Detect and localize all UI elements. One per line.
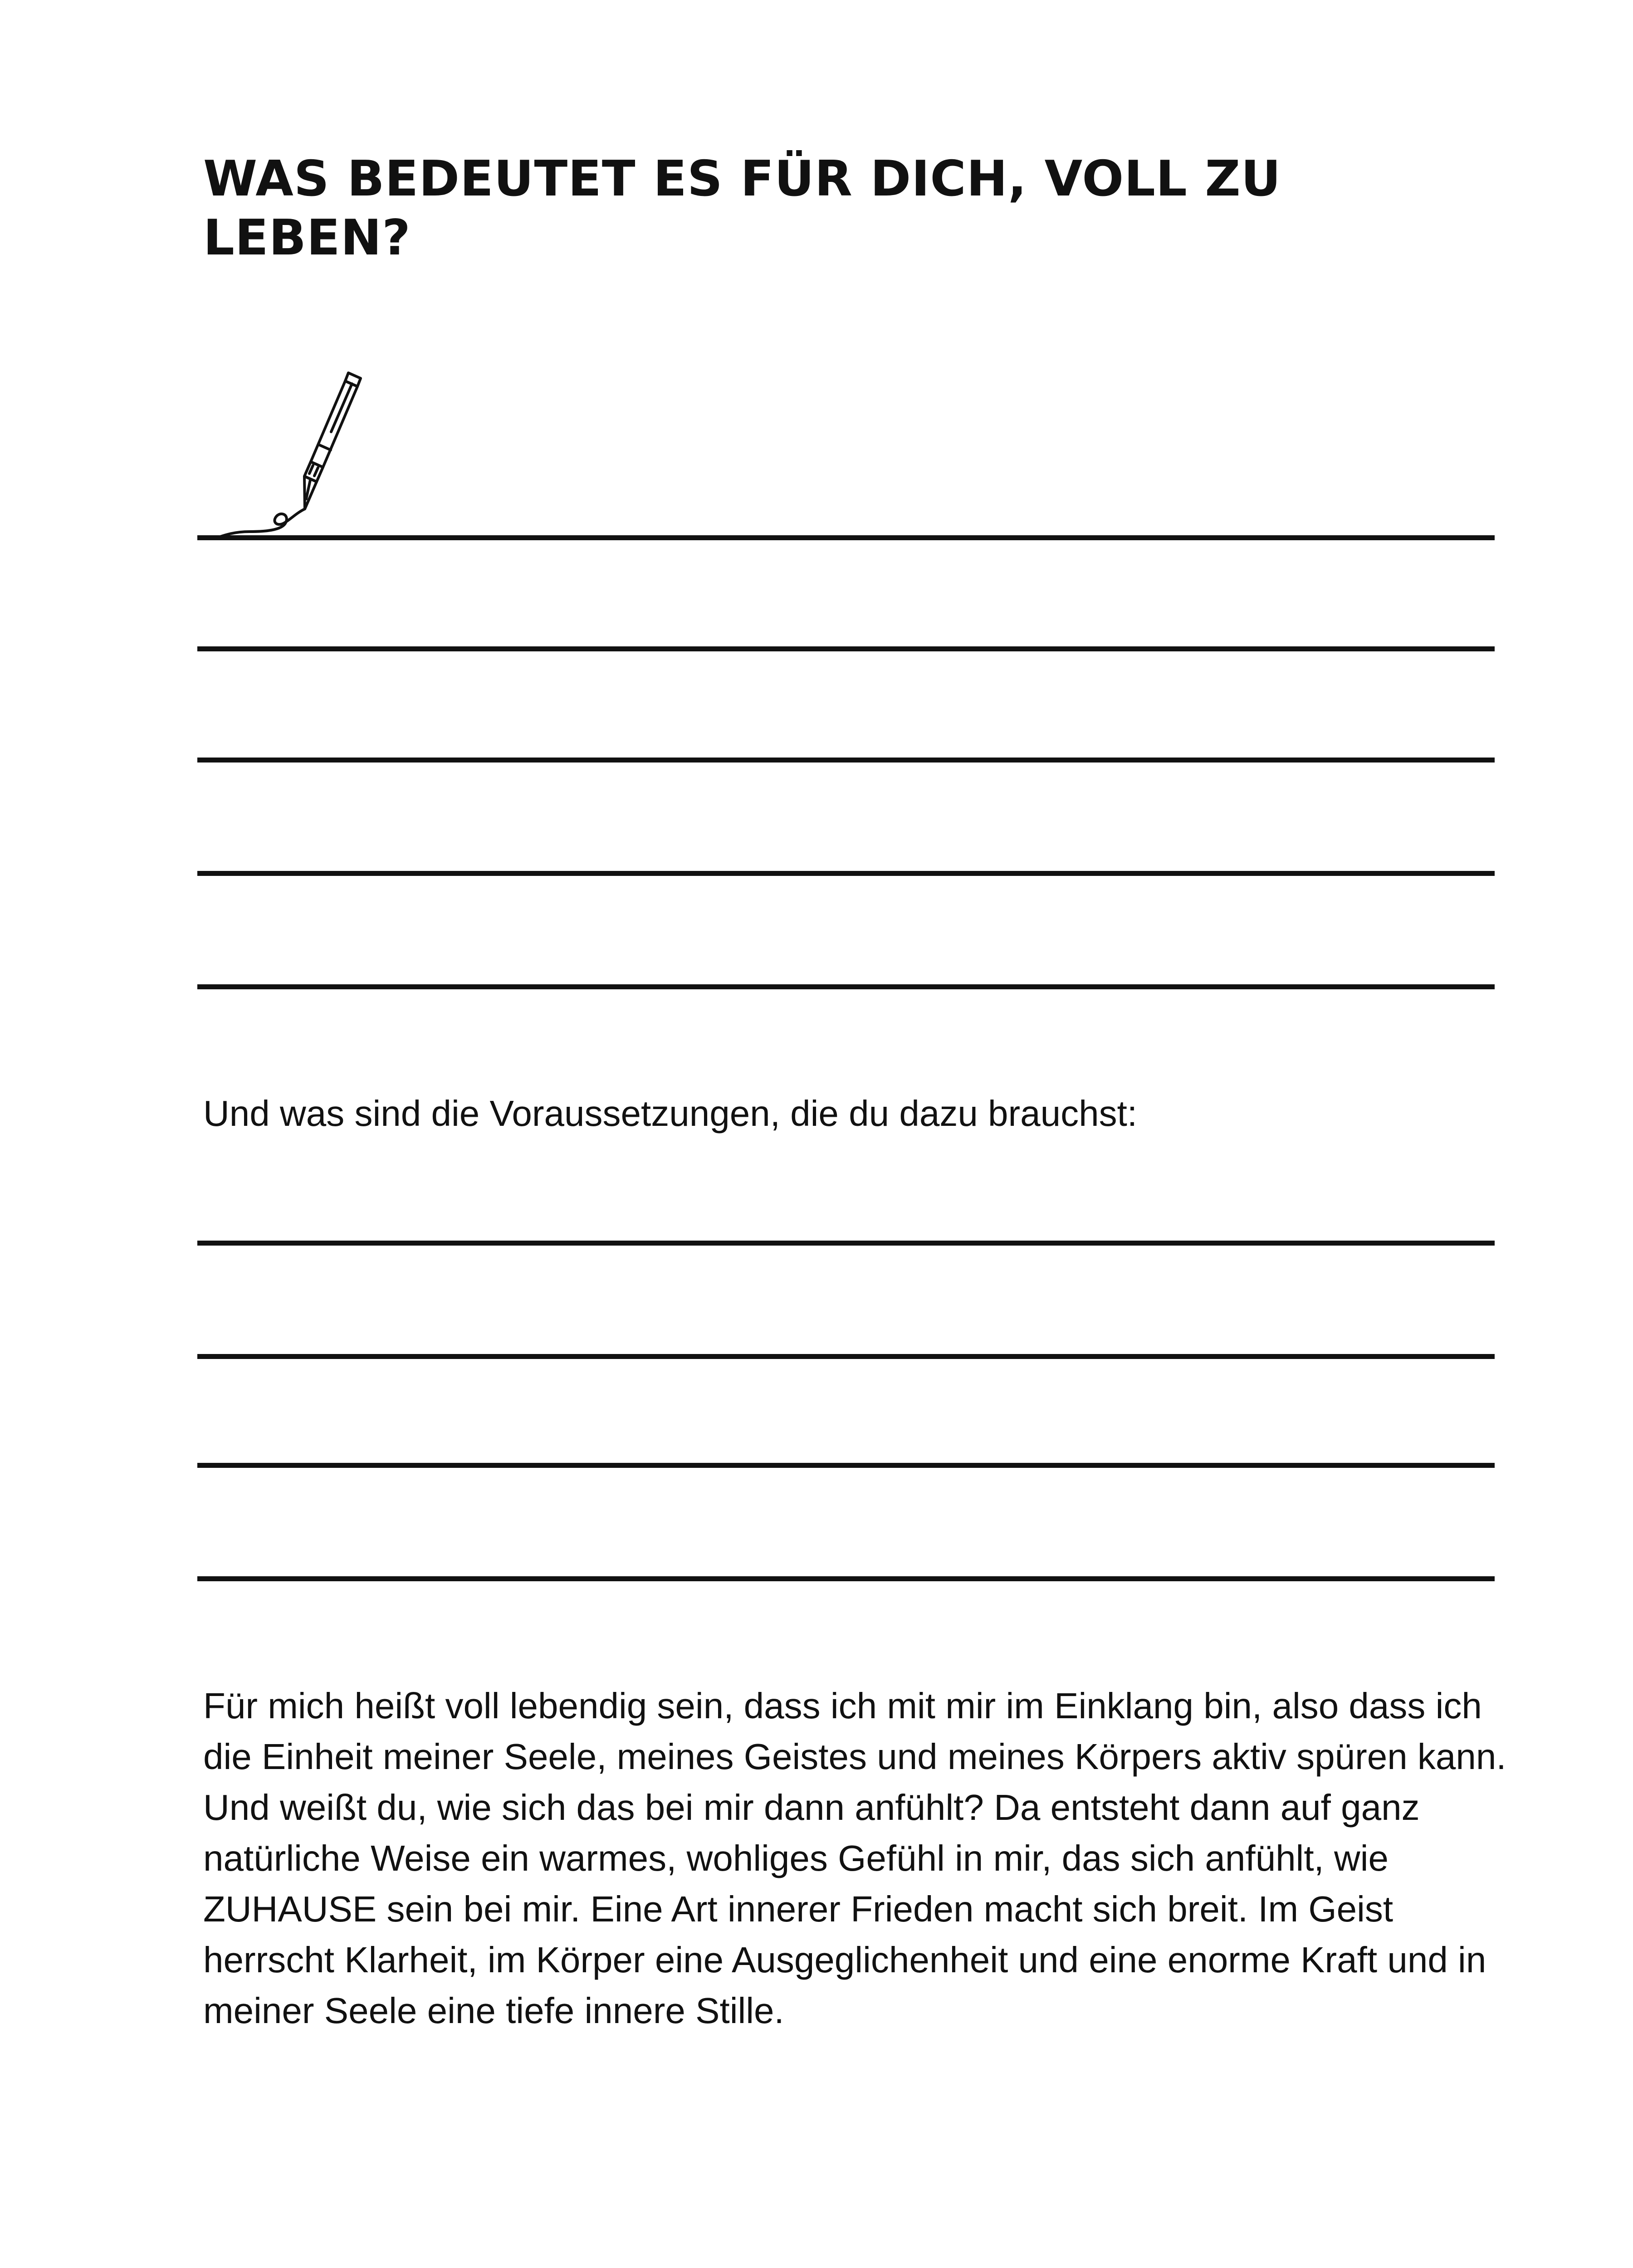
body-paragraph: Für mich heißt voll lebendig sein, dass ich mit mir im Einklang bin, also dass ich die Einheit meiner Seele, meines Geistes und meines Körpers aktiv spüren kann. Und weißt du, wie sich das bei mir dann anfühlt? Da entsteht dann auf ganz natürliche Weise ein warmes, wohliges Gefühl in mir, das sich anfühlt, wie ZUHAUSE sein bei mir. Eine Art innerer Frieden macht sich breit. Im Geist herrscht Klarheit, im Körper eine Ausgeglichenheit und eine enorme Kraft und in meiner Seele eine tiefe innere Stille. bbox=[203, 1686, 1506, 2031]
writing-line bbox=[197, 1354, 1495, 1359]
prompt-text: Und was sind die Voraussetzungen, die du dazu brauchst: bbox=[203, 1093, 1138, 1134]
writing-line bbox=[197, 871, 1495, 876]
writing-line bbox=[197, 984, 1495, 989]
fountain-pen-icon bbox=[204, 363, 376, 540]
writing-line bbox=[197, 535, 1495, 540]
writing-line bbox=[197, 646, 1495, 651]
writing-line bbox=[197, 758, 1495, 763]
writing-line bbox=[197, 1463, 1495, 1468]
page-heading: WAS BEDEUTET ES FÜR DICH, VOLL ZU LEBEN? bbox=[203, 151, 1281, 266]
writing-line bbox=[197, 1576, 1495, 1581]
writing-line bbox=[197, 1241, 1495, 1246]
